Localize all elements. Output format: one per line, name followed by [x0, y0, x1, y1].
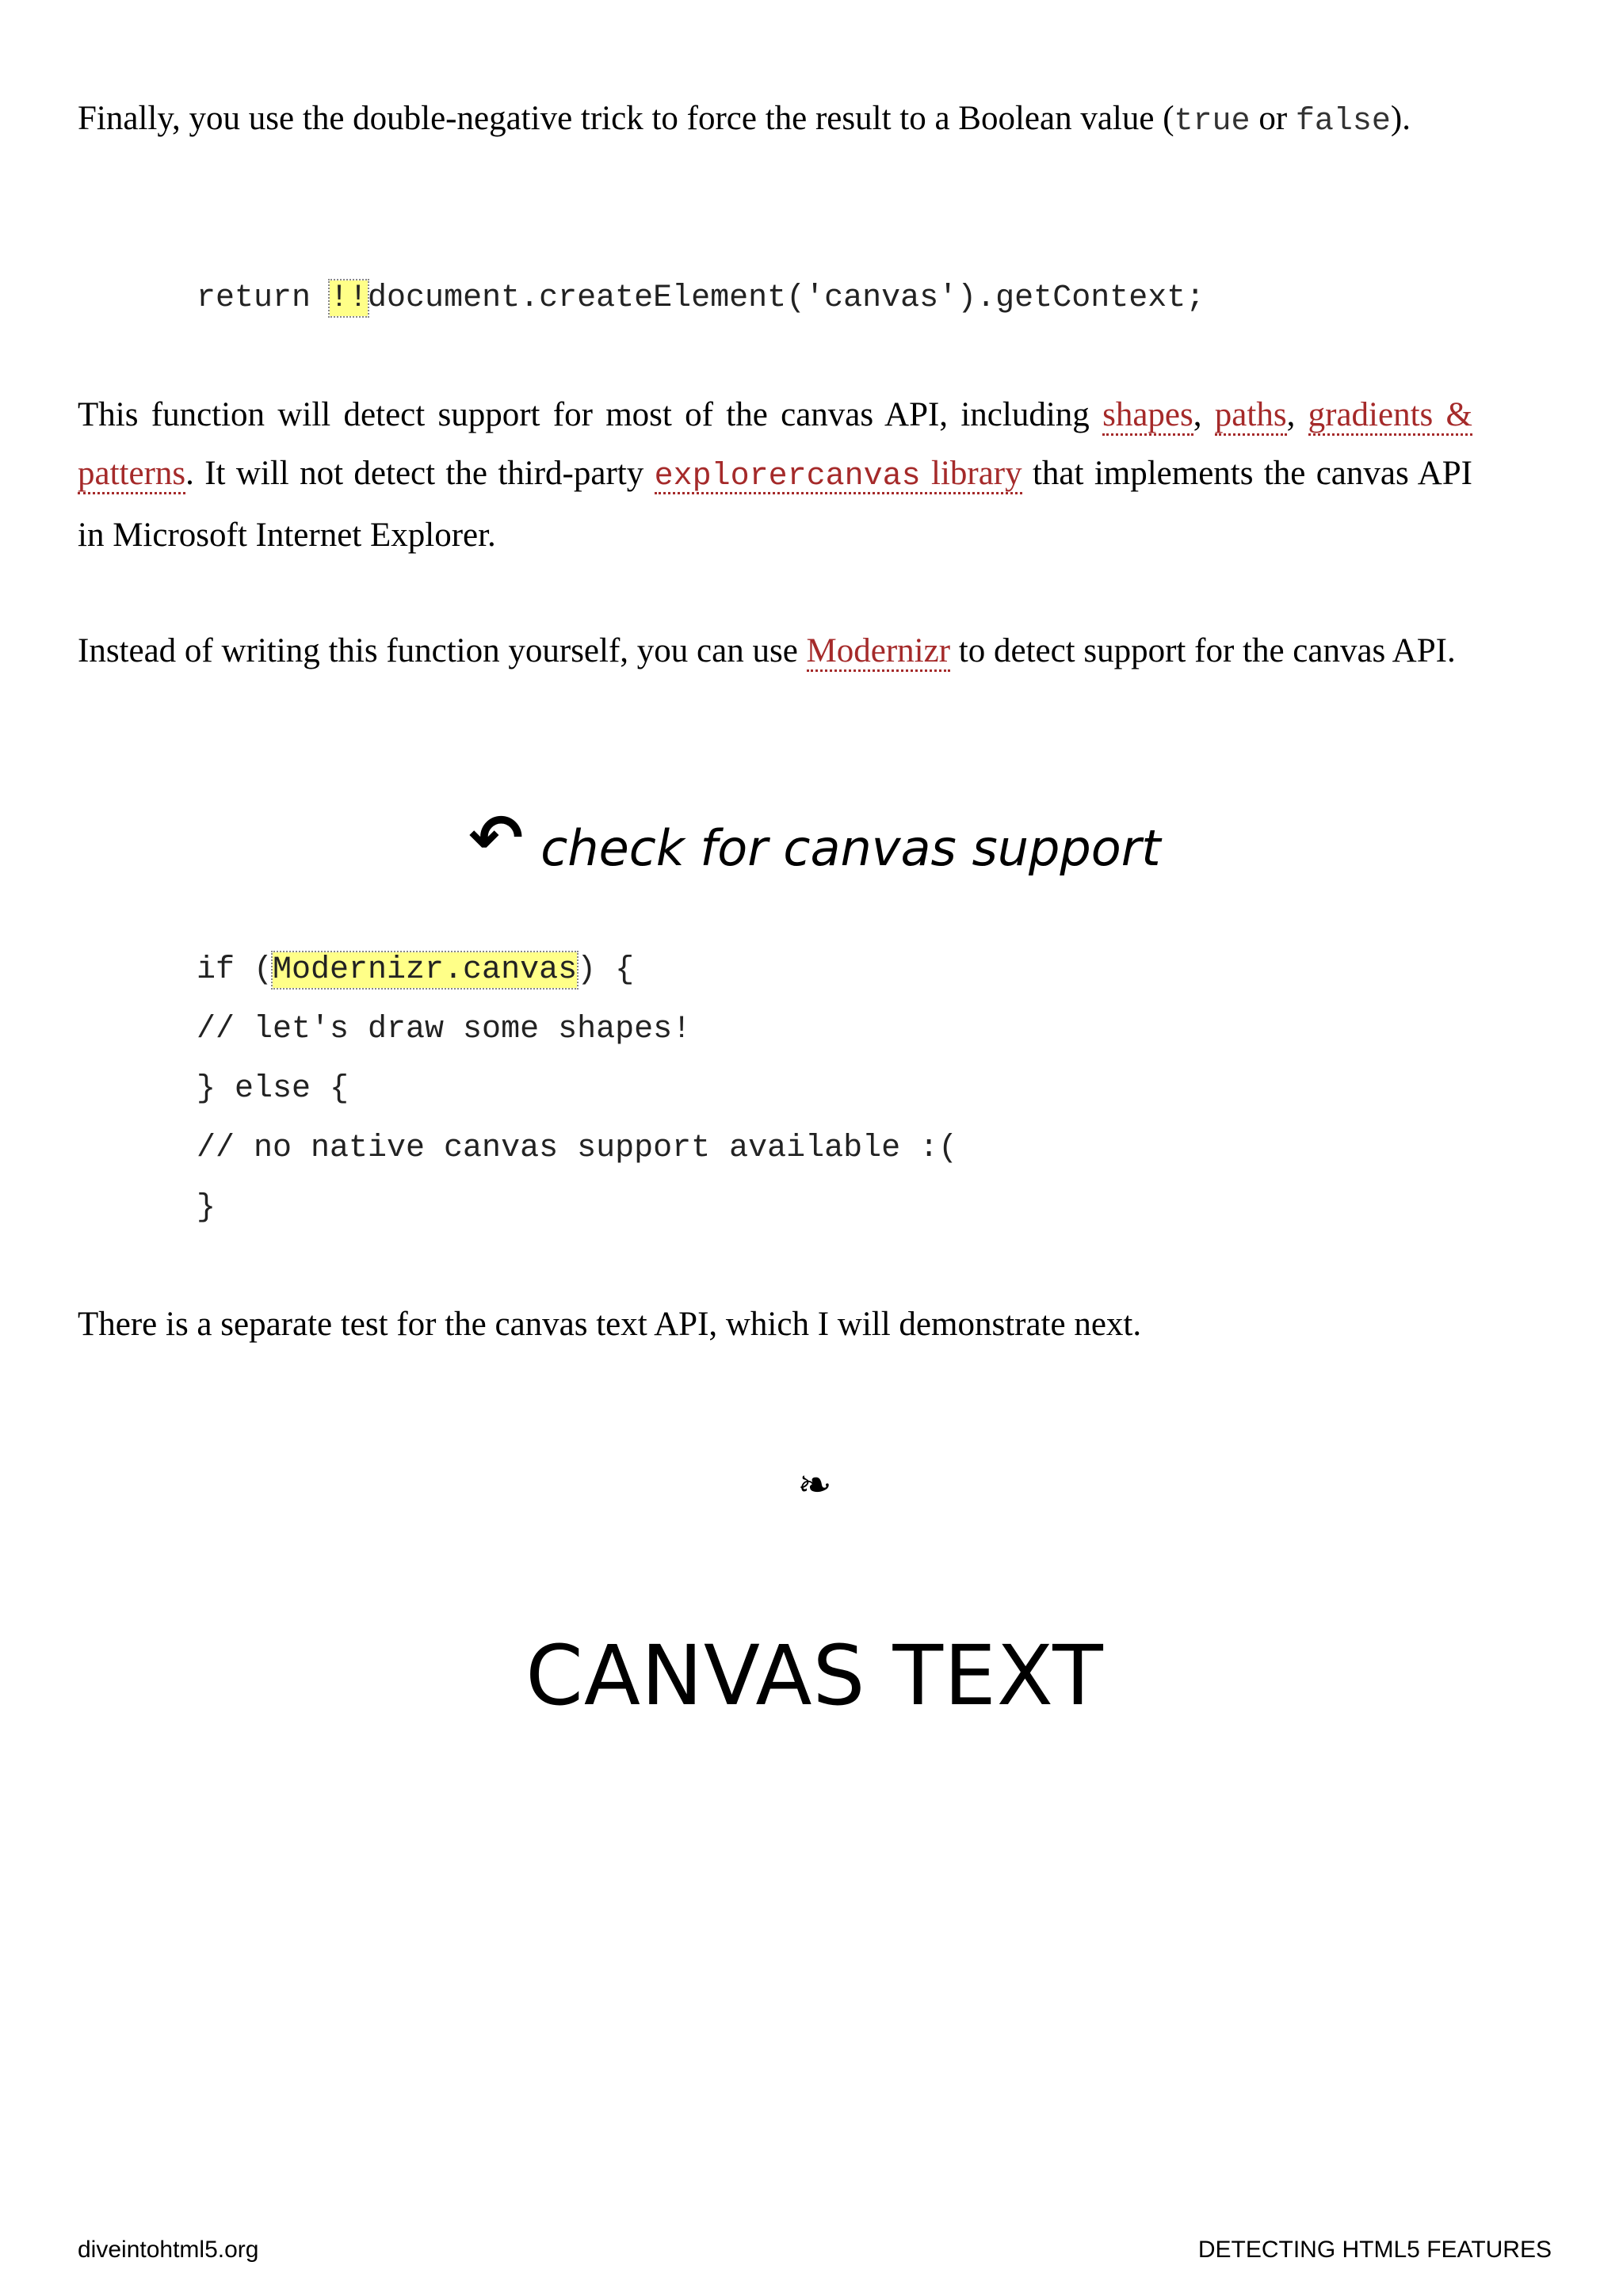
paragraph-canvas-text-test: There is a separate test for the canvas text API, which I will demonstrate next. [78, 1306, 1142, 1343]
text: or [1250, 100, 1296, 137]
paragraph-modernizr [78, 622, 1472, 681]
code-line-2: // let's draw some shapes! [197, 1012, 692, 1047]
text: that implements the canvas API in Microsoft Internet Explorer. [78, 455, 1472, 554]
link-modernizr[interactable]: Modernizr [807, 632, 951, 672]
text: Instead of writing this function yourself, you can use [78, 632, 807, 669]
section-heading-check-canvas [78, 801, 1552, 884]
code-return-line [197, 275, 1205, 322]
link-explorercanvas-library[interactable] [655, 455, 1022, 494]
text: . It will not detect the third-party [185, 455, 655, 492]
footer-chapter-name: DETECTING HTML5 FEATURES [1197, 2237, 1552, 2263]
code-highlight: Modernizr.canvas [273, 952, 578, 988]
code-text: document.createElement('canvas').getContext; [368, 280, 1205, 316]
code-highlight: !! [330, 280, 369, 316]
text: ). [1390, 100, 1411, 137]
link-gradients-patterns[interactable]: gradients & patterns [78, 396, 1472, 494]
code-line-3: } else { [197, 1071, 349, 1107]
code-line-5: } [197, 1190, 216, 1226]
code-text: if ( [197, 952, 273, 988]
text: , [1286, 396, 1308, 433]
link-shapes[interactable]: shapes [1102, 396, 1193, 436]
back-arrow-icon[interactable]: ↶ [468, 801, 524, 876]
paragraph-boolean-trick [78, 90, 1472, 151]
code-line-4: // no native canvas support available :( [197, 1131, 958, 1166]
link-text: library [920, 455, 1022, 492]
footer-site-name: diveintohtml5.org [78, 2237, 259, 2263]
section-title-canvas-text: CANVAS TEXT [525, 1627, 1104, 1724]
text: to detect support for the canvas API. [950, 632, 1456, 669]
text: This function will detect support for most of the canvas API, including [78, 396, 1103, 433]
code-false: false [1295, 104, 1391, 139]
link-code: explorercanvas [654, 459, 921, 494]
code-text: ) { [577, 952, 635, 988]
heading-text: check for canvas support [540, 819, 1161, 877]
fleuron-divider-icon: ❧ [797, 1462, 832, 1509]
paragraph-detect-support [78, 386, 1472, 565]
text: , [1193, 396, 1215, 433]
code-line-1 [197, 947, 634, 994]
code-true: true [1174, 104, 1251, 139]
link-paths[interactable]: paths [1215, 396, 1287, 436]
code-text: return [197, 280, 330, 316]
text: Finally, you use the double-negative trick to force the result to a Boolean value ( [78, 100, 1174, 137]
